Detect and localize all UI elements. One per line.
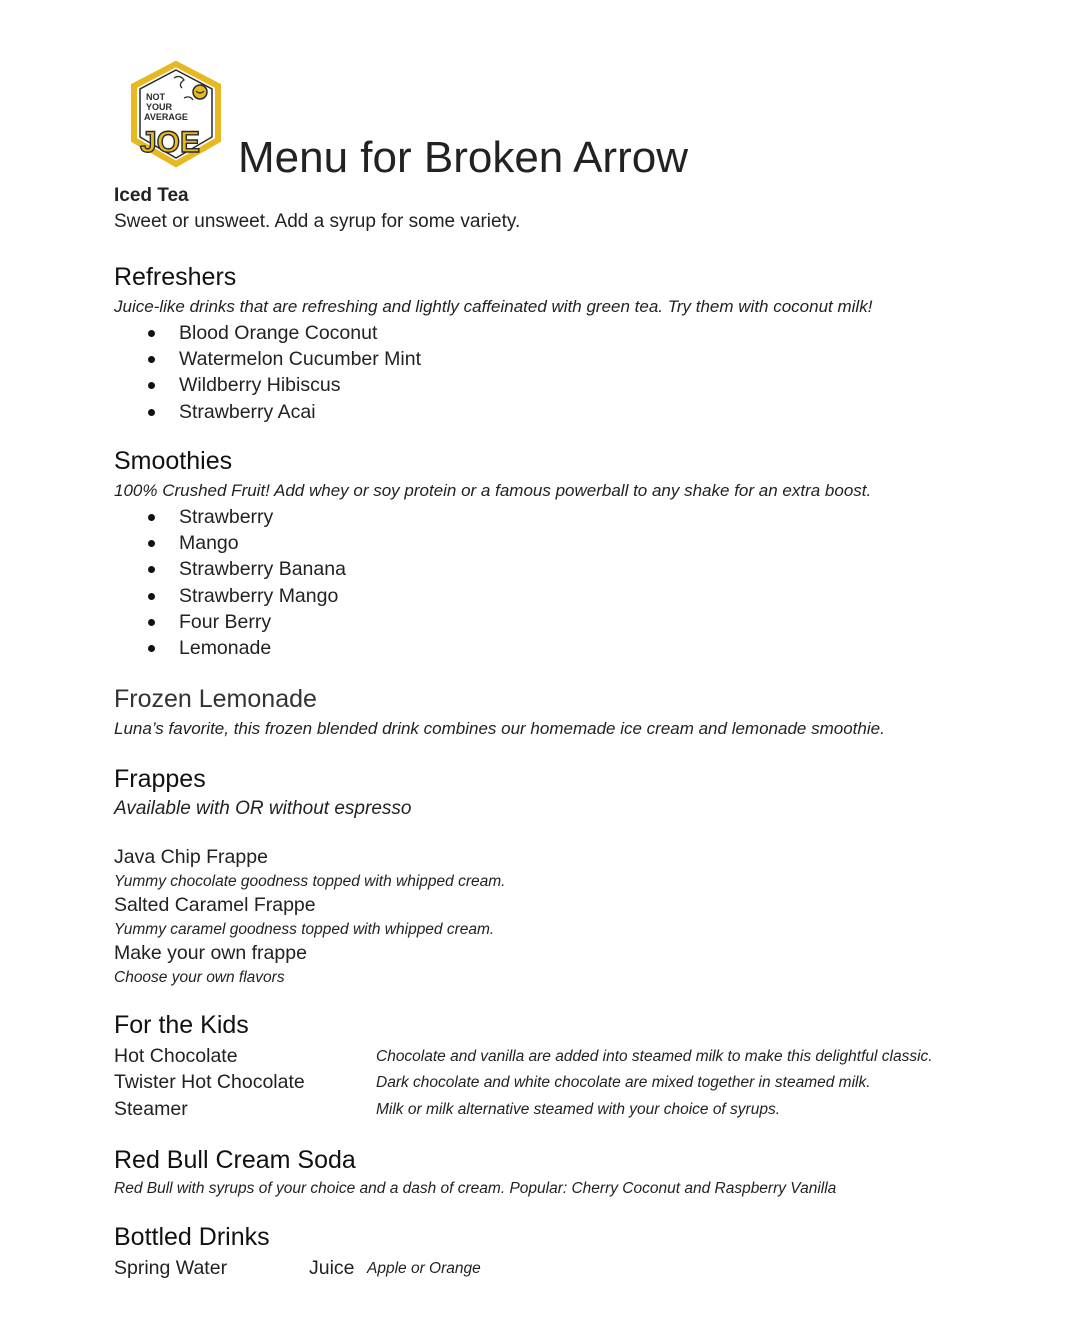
frozen-lemonade-heading: Frozen Lemonade [114,685,317,713]
smoothies-heading: Smoothies [114,447,233,475]
bottled-juice-desc: Apple or Orange [367,1260,481,1277]
page-title: Menu for Broken Arrow [238,133,688,182]
frappes-subtitle: Available with OR without espresso [114,798,412,819]
logo-emblem [126,60,226,170]
frappe-item-desc: Yummy caramel goodness topped with whipped cream. [114,921,495,938]
kids-heading: For the Kids [114,1011,249,1039]
smoothies-desc: 100% Crushed Fruit! Add whey or soy protein or a famous powerball to any shake for an extra boost. [114,481,872,500]
iced-tea-heading: Iced Tea [114,185,189,206]
logo-text-joe: JOE [140,126,201,159]
frappe-item-name: Make your own frappe [114,942,307,964]
refreshers-heading: Refreshers [114,263,237,291]
iced-tea-text: Sweet or unsweet. Add a syrup for some variety. [114,211,521,232]
red-bull-desc: Red Bull with syrups of your choice and a dash of cream. Popular: Cherry Coconut and Raspberry Vanilla [114,1180,837,1197]
list-item: Strawberry Banana [114,556,346,582]
list-item: Mango [114,530,346,556]
frappes-heading: Frappes [114,765,206,793]
list-item: Watermelon Cucumber Mint [114,346,421,372]
bottled-water: Spring Water [114,1257,228,1279]
red-bull-heading: Red Bull Cream Soda [114,1146,356,1174]
bottled-heading: Bottled Drinks [114,1223,270,1251]
list-item: Wildberry Hibiscus [114,372,421,398]
refreshers-list [114,320,421,425]
kids-item-name: Twister Hot Chocolate [114,1071,305,1093]
frappe-item-desc: Yummy chocolate goodness topped with whipped cream. [114,873,506,890]
frappe-item-desc: Choose your own flavors [114,969,285,986]
list-item: Strawberry Acai [114,399,421,425]
frappe-item-name: Java Chip Frappe [114,846,268,868]
bottled-juice: Juice [309,1257,355,1279]
kids-item-name: Hot Chocolate [114,1045,238,1067]
logo [126,60,226,170]
list-item: Strawberry Mango [114,583,346,609]
logo-text-your: YOUR [146,102,173,112]
kids-item-desc: Milk or milk alternative steamed with your choice of syrups. [376,1101,781,1118]
list-item: Four Berry [114,609,346,635]
logo-text-not: NOT [146,92,165,102]
kids-item-desc: Chocolate and vanilla are added into steamed milk to make this delightful classic. [376,1048,933,1065]
kids-item-desc: Dark chocolate and white chocolate are mixed together in steamed milk. [376,1074,871,1091]
logo-text-average: AVERAGE [144,112,188,122]
refreshers-desc: Juice-like drinks that are refreshing and lightly caffeinated with green tea. Try them with coconut milk! [114,297,873,316]
list-item: Strawberry [114,504,346,530]
list-item: Lemonade [114,635,346,661]
frappe-item-name: Salted Caramel Frappe [114,894,316,916]
frozen-lemonade-desc: Luna’s favorite, this frozen blended drink combines our homemade ice cream and lemonade smoothie. [114,719,885,738]
smoothies-list [114,504,346,661]
list-item: Blood Orange Coconut [114,320,421,346]
kids-item-name: Steamer [114,1098,188,1120]
